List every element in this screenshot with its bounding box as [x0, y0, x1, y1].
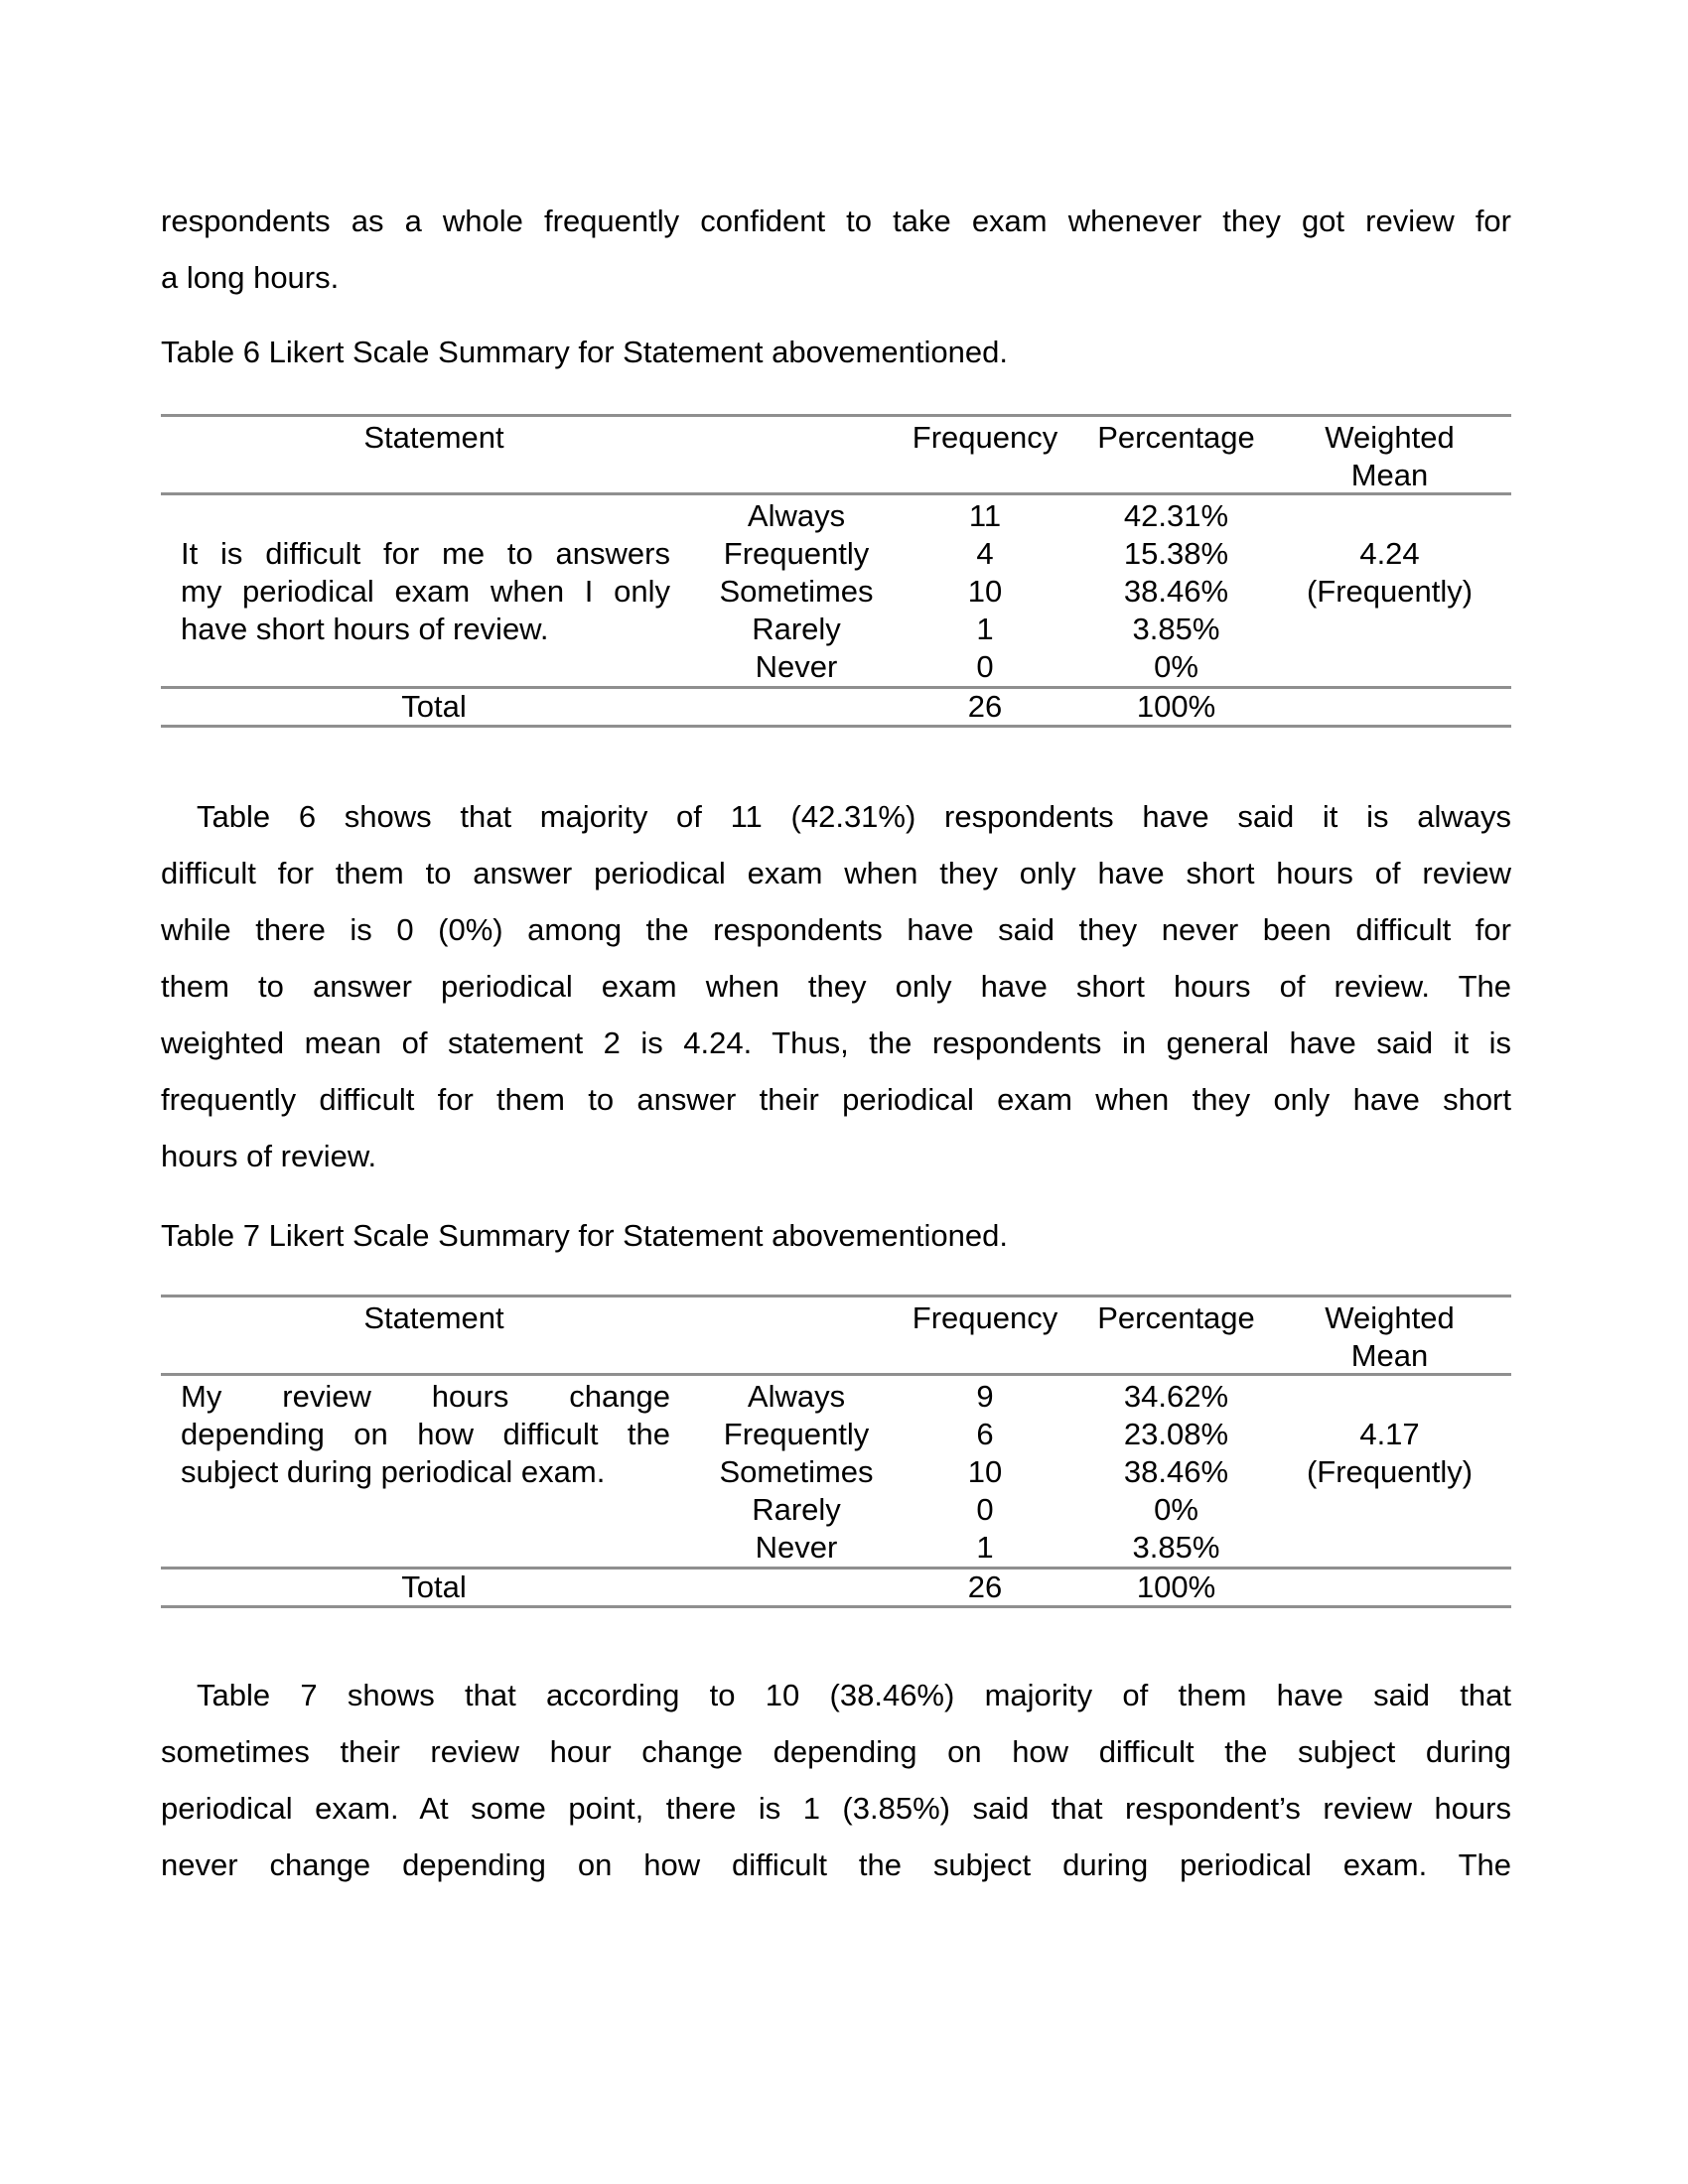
frequency-value: 1: [976, 1530, 994, 1565]
paragraph-3: [161, 1667, 1511, 1893]
likert-option: Frequently: [723, 1417, 870, 1451]
text-line: Table 6 shows that majority of 11 (42.31%) respondents have said it is always: [197, 799, 1511, 834]
likert-option: Never: [755, 1530, 838, 1565]
table6-total-row: [161, 689, 1511, 728]
header-line: Weighted: [1325, 420, 1455, 455]
total-label: Total: [401, 1570, 467, 1604]
frequency-value: 10: [967, 574, 1003, 609]
statement-line: My review hours change: [181, 1379, 670, 1414]
table6-header-percentage: Percentage: [1097, 420, 1255, 455]
statement-line: subject during periodical exam.: [181, 1454, 606, 1489]
weighted-mean-label: (Frequently): [1306, 1454, 1474, 1489]
likert-option: Sometimes: [719, 574, 874, 609]
weighted-mean-value: 4.24: [1359, 536, 1420, 571]
table6-frequency-column: [886, 497, 1084, 686]
paragraph-1: [161, 193, 1511, 306]
total-percentage: 100%: [1136, 1570, 1216, 1604]
frequency-value: 1: [976, 612, 994, 646]
table6-header-frequency: Frequency: [912, 420, 1058, 455]
table7-body: [161, 1376, 1511, 1570]
table6-statement-cell: [161, 497, 707, 686]
text-line: sometimes their review hour change depending on how difficult the subject during: [161, 1734, 1511, 1769]
table6-percentage-column: [1084, 497, 1268, 686]
likert-option: Sometimes: [719, 1454, 874, 1489]
statement-line: my periodical exam when I only: [181, 574, 670, 609]
table7-header-statement: Statement: [363, 1300, 504, 1335]
total-spacer: [707, 689, 886, 725]
statement-line: depending on how difficult the: [181, 1417, 670, 1451]
table7-header-row: [161, 1297, 1511, 1376]
frequency-value: 11: [968, 498, 1002, 533]
text-line: them to answer periodical exam when they only have short hours of review. The: [161, 969, 1511, 1004]
table6: [161, 414, 1511, 728]
header-line: Mean: [1350, 1338, 1429, 1373]
likert-option: Always: [747, 498, 846, 533]
table7-weighted-mean-cell: [1268, 1378, 1511, 1567]
text-line: weighted mean of statement 2 is 4.24. Thus, the respondents in general have said it is: [161, 1025, 1511, 1060]
percentage-value: 23.08%: [1123, 1417, 1229, 1451]
likert-option: Frequently: [723, 536, 870, 571]
percentage-value: 0%: [1154, 649, 1198, 684]
table6-header-statement: Statement: [363, 420, 504, 455]
likert-option: Never: [755, 649, 838, 684]
table7-percentage-column: [1084, 1378, 1268, 1567]
header-line: Weighted: [1325, 1300, 1455, 1335]
total-spacer: [707, 1570, 886, 1605]
table7-statement-cell: [161, 1378, 707, 1567]
frequency-value: 9: [976, 1379, 994, 1414]
total-percentage: 100%: [1136, 689, 1216, 724]
total-spacer: [1268, 689, 1511, 725]
table6-header-spacer: [707, 419, 886, 494]
frequency-value: 10: [967, 1454, 1003, 1489]
text-line: difficult for them to answer periodical exam when they only have short hours of review: [161, 856, 1511, 890]
percentage-value: 38.46%: [1123, 1454, 1229, 1489]
percentage-value: 15.38%: [1123, 536, 1229, 571]
text-line: frequently difficult for them to answer their periodical exam when they only have short: [161, 1082, 1511, 1117]
text-line: Table 7 shows that according to 10 (38.46%) majority of them have said that: [197, 1678, 1511, 1712]
likert-option: Always: [747, 1379, 846, 1414]
table7: [161, 1295, 1511, 1608]
statement-line: It is difficult for me to answers: [181, 536, 670, 571]
table6-header-weighted-mean: [1268, 419, 1511, 494]
percentage-value: 34.62%: [1123, 1379, 1229, 1414]
frequency-value: 4: [976, 536, 994, 571]
table7-caption: Table 7 Likert Scale Summary for Statement abovementioned.: [161, 1218, 1008, 1253]
header-line: Mean: [1350, 458, 1429, 492]
percentage-value: 0%: [1154, 1492, 1198, 1527]
frequency-value: 0: [976, 649, 994, 684]
text-line: hours of review.: [161, 1139, 377, 1173]
text-line: a long hours.: [161, 260, 340, 295]
paragraph-2: [161, 788, 1511, 1184]
percentage-value: 38.46%: [1123, 574, 1229, 609]
frequency-value: 0: [976, 1492, 994, 1527]
weighted-mean-label: (Frequently): [1306, 574, 1474, 609]
likert-option: Rarely: [752, 1492, 841, 1527]
total-spacer: [1268, 1570, 1511, 1605]
total-frequency: 26: [967, 1570, 1003, 1604]
weighted-mean-value: 4.17: [1359, 1417, 1420, 1451]
table6-likert-column: [707, 497, 886, 686]
percentage-value: 42.31%: [1123, 498, 1229, 533]
table7-frequency-column: [886, 1378, 1084, 1567]
table7-total-row: [161, 1570, 1511, 1608]
table6-caption: Table 6 Likert Scale Summary for Statement abovementioned.: [161, 335, 1008, 369]
table6-weighted-mean-cell: [1268, 497, 1511, 686]
text-line: while there is 0 (0%) among the respondents have said they never been difficult for: [161, 912, 1511, 947]
table6-body: [161, 495, 1511, 689]
statement-line: have short hours of review.: [181, 612, 549, 646]
table7-header-percentage: Percentage: [1097, 1300, 1255, 1335]
likert-option: Rarely: [752, 612, 841, 646]
table6-header-row: [161, 417, 1511, 495]
table7-header-frequency: Frequency: [912, 1300, 1058, 1335]
total-label: Total: [401, 689, 467, 724]
table7-header-weighted-mean: [1268, 1299, 1511, 1375]
text-line: never change depending on how difficult the subject during periodical exam. The: [161, 1847, 1511, 1882]
frequency-value: 6: [976, 1417, 994, 1451]
percentage-value: 3.85%: [1132, 1530, 1220, 1565]
total-frequency: 26: [967, 689, 1003, 724]
percentage-value: 3.85%: [1132, 612, 1220, 646]
text-line: periodical exam. At some point, there is 1 (3.85%) said that respondent’s review hours: [161, 1791, 1511, 1826]
table7-likert-column: [707, 1378, 886, 1567]
table7-header-spacer: [707, 1299, 886, 1375]
text-line: respondents as a whole frequently confident to take exam whenever they got review for: [161, 204, 1511, 238]
